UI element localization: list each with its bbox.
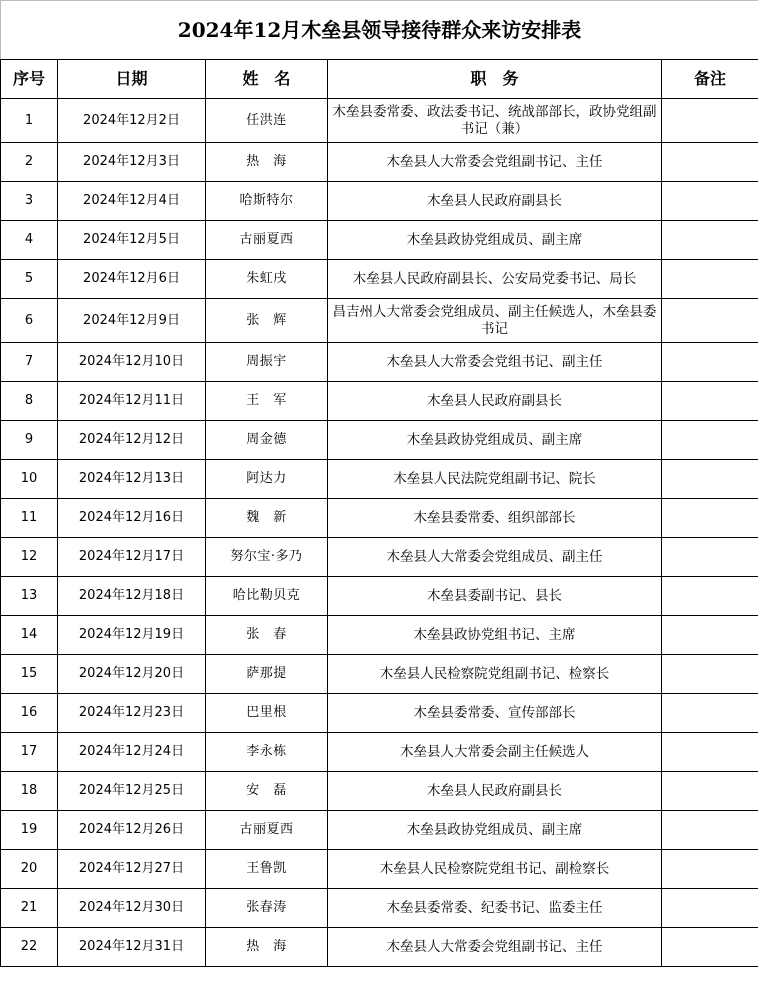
row-position: 木垒县人民法院党组副书记、院长 (328, 460, 662, 499)
table-row (1, 99, 758, 143)
row-name: 王鲁凯 (206, 850, 328, 889)
row-note (662, 733, 758, 772)
row-index: 22 (1, 928, 58, 967)
row-index: 7 (1, 343, 58, 382)
row-note (662, 850, 758, 889)
row-position: 木垒县人大常委会党组书记、副主任 (328, 343, 662, 382)
table-row (1, 382, 758, 421)
row-date: 2024年12月27日 (58, 850, 206, 889)
row-date: 2024年12月25日 (58, 772, 206, 811)
row-position: 木垒县人大常委会党组副书记、主任 (328, 928, 662, 967)
row-date: 2024年12月10日 (58, 343, 206, 382)
row-name: 巴里根 (206, 694, 328, 733)
row-name: 周金德 (206, 421, 328, 460)
row-date: 2024年12月30日 (58, 889, 206, 928)
table-row (1, 260, 758, 299)
row-index: 6 (1, 299, 58, 343)
row-note (662, 260, 758, 299)
row-date: 2024年12月5日 (58, 221, 206, 260)
table-row (1, 694, 758, 733)
row-index: 5 (1, 260, 58, 299)
row-index: 17 (1, 733, 58, 772)
row-index: 15 (1, 655, 58, 694)
row-note (662, 928, 758, 967)
row-position: 木垒县人大常委会党组副书记、主任 (328, 143, 662, 182)
row-position: 木垒县人大常委会副主任候选人 (328, 733, 662, 772)
header-note: 备注 (662, 60, 758, 99)
row-name: 哈斯特尔 (206, 182, 328, 221)
row-name: 热 海 (206, 928, 328, 967)
row-position: 木垒县政协党组成员、副主席 (328, 811, 662, 850)
table-row (1, 928, 758, 967)
row-position: 木垒县人民检察院党组书记、副检察长 (328, 850, 662, 889)
row-note (662, 143, 758, 182)
row-position: 昌吉州人大常委会党组成员、副主任候选人，木垒县委书记 (328, 299, 662, 343)
row-name: 古丽夏西 (206, 811, 328, 850)
row-date: 2024年12月24日 (58, 733, 206, 772)
row-date: 2024年12月23日 (58, 694, 206, 733)
row-date: 2024年12月19日 (58, 616, 206, 655)
row-position: 木垒县人民政府副县长 (328, 182, 662, 221)
row-name: 张 春 (206, 616, 328, 655)
row-index: 21 (1, 889, 58, 928)
header-position: 职 务 (328, 60, 662, 99)
row-note (662, 343, 758, 382)
table-row (1, 499, 758, 538)
row-date: 2024年12月16日 (58, 499, 206, 538)
row-date: 2024年12月2日 (58, 99, 206, 143)
row-position: 木垒县政协党组成员、副主席 (328, 221, 662, 260)
row-name: 任洪连 (206, 99, 328, 143)
table-row (1, 421, 758, 460)
row-date: 2024年12月11日 (58, 382, 206, 421)
row-date: 2024年12月18日 (58, 577, 206, 616)
row-index: 13 (1, 577, 58, 616)
table-row (1, 221, 758, 260)
page-title: 2024年12月木垒县领导接待群众来访安排表 (1, 1, 758, 60)
row-date: 2024年12月20日 (58, 655, 206, 694)
row-index: 16 (1, 694, 58, 733)
table-row (1, 460, 758, 499)
row-name: 阿达力 (206, 460, 328, 499)
row-name: 努尔宝·多乃 (206, 538, 328, 577)
row-name: 热 海 (206, 143, 328, 182)
table-row (1, 889, 758, 928)
title-row (1, 1, 758, 60)
row-index: 14 (1, 616, 58, 655)
header-index: 序号 (1, 60, 58, 99)
row-name: 魏 新 (206, 499, 328, 538)
row-date: 2024年12月9日 (58, 299, 206, 343)
row-name: 安 磊 (206, 772, 328, 811)
row-note (662, 694, 758, 733)
row-date: 2024年12月17日 (58, 538, 206, 577)
row-note (662, 221, 758, 260)
row-note (662, 421, 758, 460)
row-name: 王 军 (206, 382, 328, 421)
row-name: 张 辉 (206, 299, 328, 343)
row-position: 木垒县委副书记、县长 (328, 577, 662, 616)
table-row (1, 772, 758, 811)
row-index: 4 (1, 221, 58, 260)
row-date: 2024年12月26日 (58, 811, 206, 850)
row-date: 2024年12月13日 (58, 460, 206, 499)
row-position: 木垒县政协党组书记、主席 (328, 616, 662, 655)
row-position: 木垒县政协党组成员、副主席 (328, 421, 662, 460)
row-note (662, 538, 758, 577)
row-index: 1 (1, 99, 58, 143)
table-row (1, 850, 758, 889)
table-row (1, 538, 758, 577)
row-note (662, 577, 758, 616)
row-position: 木垒县人民政府副县长、公安局党委书记、局长 (328, 260, 662, 299)
row-index: 18 (1, 772, 58, 811)
row-position: 木垒县委常委、组织部部长 (328, 499, 662, 538)
row-index: 11 (1, 499, 58, 538)
row-index: 3 (1, 182, 58, 221)
table-row (1, 811, 758, 850)
row-index: 19 (1, 811, 58, 850)
table-row (1, 655, 758, 694)
row-position: 木垒县人民政府副县长 (328, 772, 662, 811)
row-name: 李永栋 (206, 733, 328, 772)
row-note (662, 499, 758, 538)
row-name: 古丽夏西 (206, 221, 328, 260)
row-name: 哈比勒贝克 (206, 577, 328, 616)
row-note (662, 382, 758, 421)
table-row (1, 143, 758, 182)
table-row (1, 733, 758, 772)
row-date: 2024年12月6日 (58, 260, 206, 299)
row-note (662, 616, 758, 655)
row-date: 2024年12月3日 (58, 143, 206, 182)
row-position: 木垒县委常委、宣传部部长 (328, 694, 662, 733)
row-date: 2024年12月12日 (58, 421, 206, 460)
row-note (662, 655, 758, 694)
table-body (1, 99, 758, 967)
row-date: 2024年12月31日 (58, 928, 206, 967)
header-date: 日期 (58, 60, 206, 99)
row-index: 10 (1, 460, 58, 499)
row-index: 8 (1, 382, 58, 421)
row-note (662, 299, 758, 343)
row-name: 萨那提 (206, 655, 328, 694)
table-row (1, 299, 758, 343)
row-note (662, 99, 758, 143)
row-note (662, 811, 758, 850)
row-position: 木垒县委常委、政法委书记、统战部部长，政协党组副书记（兼） (328, 99, 662, 143)
row-index: 12 (1, 538, 58, 577)
row-position: 木垒县人大常委会党组成员、副主任 (328, 538, 662, 577)
row-position: 木垒县委常委、纪委书记、监委主任 (328, 889, 662, 928)
row-note (662, 772, 758, 811)
row-note (662, 889, 758, 928)
header-row (1, 60, 758, 99)
row-name: 朱虹戌 (206, 260, 328, 299)
row-note (662, 460, 758, 499)
row-index: 9 (1, 421, 58, 460)
table-row (1, 343, 758, 382)
table-row (1, 182, 758, 221)
row-note (662, 182, 758, 221)
row-position: 木垒县人民检察院党组副书记、检察长 (328, 655, 662, 694)
row-index: 2 (1, 143, 58, 182)
header-name: 姓 名 (206, 60, 328, 99)
row-position: 木垒县人民政府副县长 (328, 382, 662, 421)
row-name: 张春涛 (206, 889, 328, 928)
row-date: 2024年12月4日 (58, 182, 206, 221)
table-row (1, 616, 758, 655)
row-name: 周振宇 (206, 343, 328, 382)
row-index: 20 (1, 850, 58, 889)
table-row (1, 577, 758, 616)
